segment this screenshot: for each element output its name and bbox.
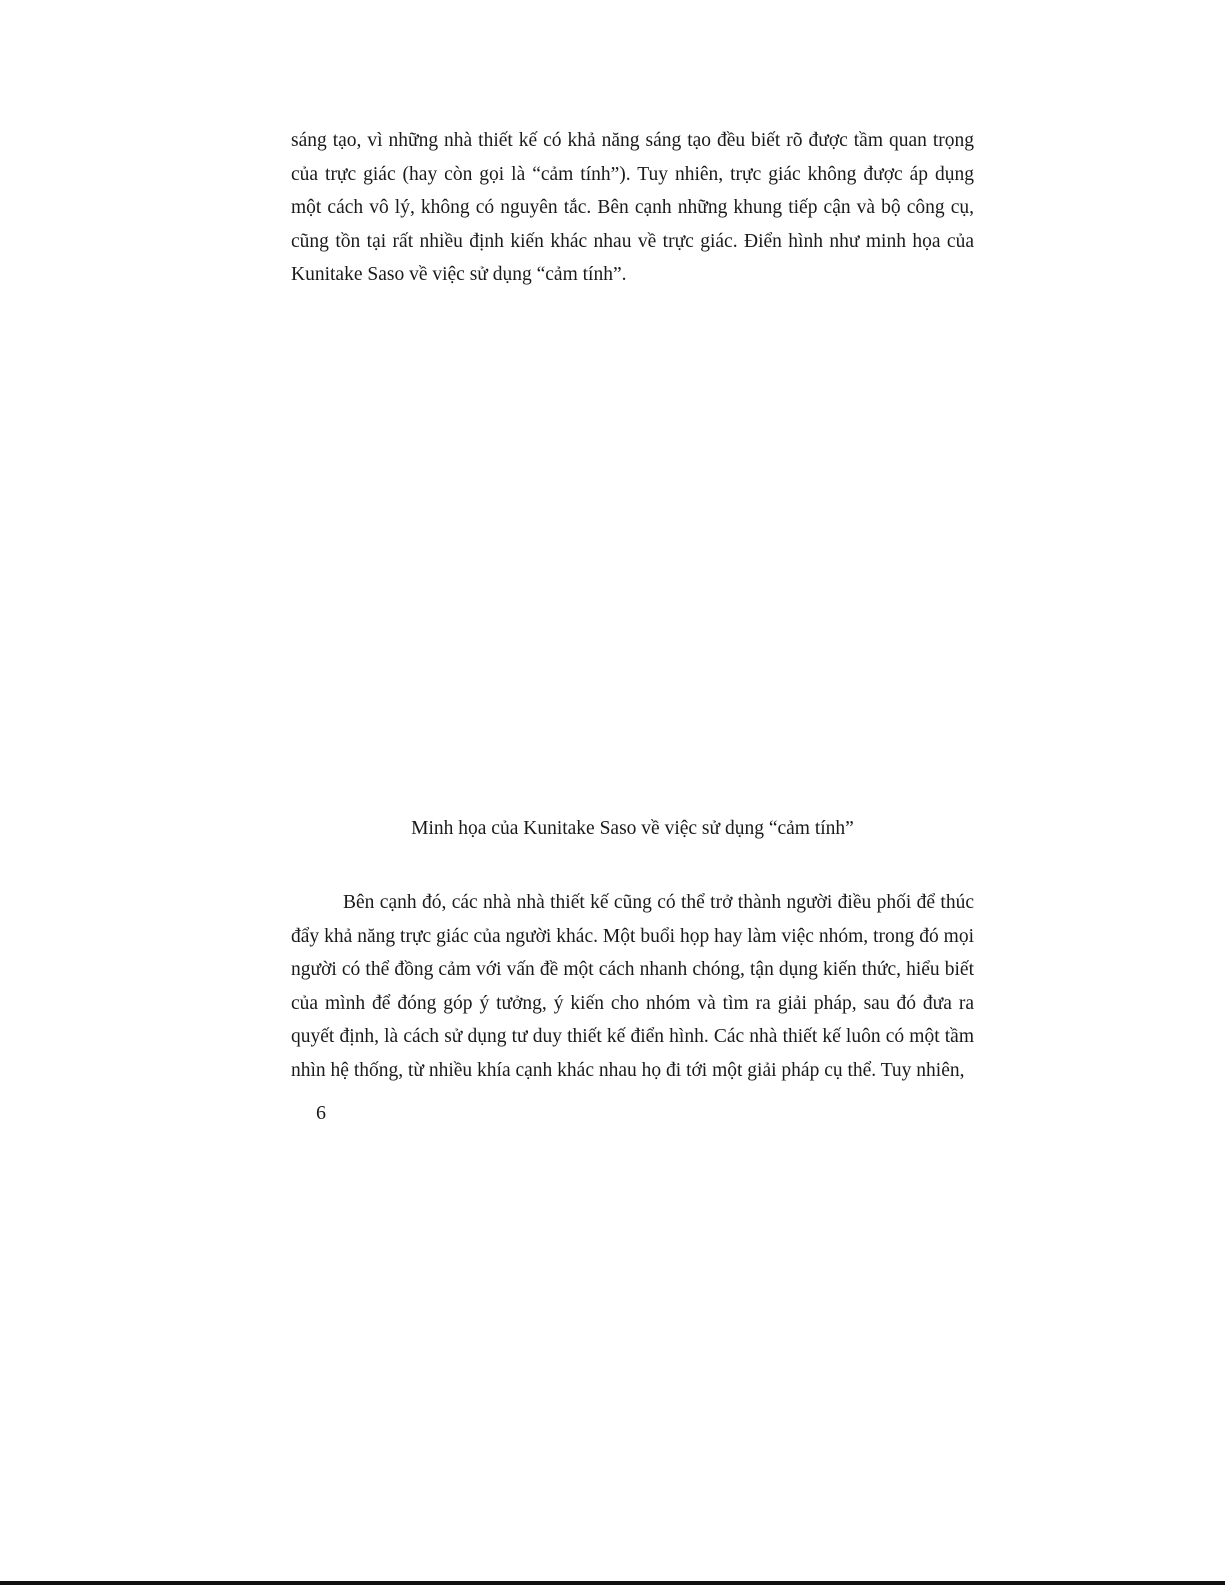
figure-placeholder — [291, 310, 974, 790]
body-paragraph-top: sáng tạo, vì những nhà thiết kế có khả năng sáng tạo đều biết rõ được tầm quan trọng của trực giác (hay còn gọi là “cảm tính”). Tuy nhiên, trực giác không được áp dụng một cách vô lý, không có nguyên tắc. Bên cạnh những khung tiếp cận và bộ công cụ, cũng tồn tại rất nhiều định kiến khác nhau về trực giác. Điển hình như minh họa của Kunitake Saso về việc sử dụng “cảm tính”. — [291, 130, 974, 285]
bottom-edge-rule — [0, 1581, 1225, 1585]
page-number: 6 — [316, 1102, 326, 1124]
figure-caption: Minh họa của Kunitake Saso về việc sử dụng “cảm tính” — [411, 818, 854, 839]
body-paragraph-bottom: Bên cạnh đó, các nhà nhà thiết kế cũng có thể trở thành người điều phối để thúc đẩy khả năng trực giác của người khác. Một buổi họp hay làm việc nhóm, trong đó mọi người có thể đồng cảm với vấn đề một cách nhanh chóng, tận dụng kiến thức, hiểu biết của mình để đóng góp ý tưởng, ý kiến cho nhóm và tìm ra giải pháp, sau đó đưa ra quyết định, là cách sử dụng tư duy thiết kế điển hình. Các nhà thiết kế luôn có một tầm nhìn hệ thống, từ nhiều khía cạnh khác nhau họ đi tới một giải pháp cụ thể. Tuy nhiên, — [291, 892, 974, 1081]
